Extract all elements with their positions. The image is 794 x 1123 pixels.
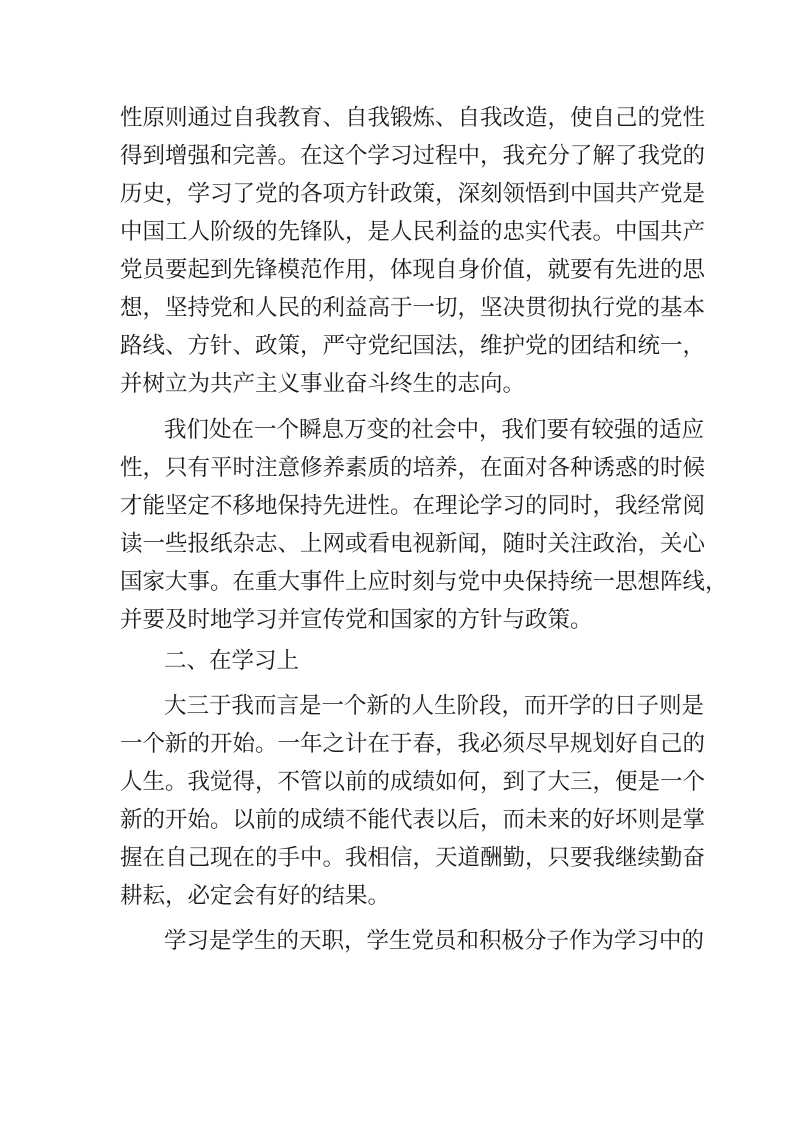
paragraph-first-line: 学习是学生的天职，学生党员和积极分子作为学习中的	[164, 928, 705, 954]
text-line: 读一些报纸杂志、上网或看电视新闻，随时关注政治，关心	[120, 531, 706, 557]
text-line: 新的开始。以前的成绩不能代表以后，而未来的好坏则是掌	[120, 807, 706, 833]
text-line: 历史，学习了党的各项方针政策，深刻领悟到中国共产党是	[120, 181, 706, 207]
text-line: 中国工人阶级的先锋队，是人民利益的忠实代表。中国共产	[120, 219, 706, 245]
text-line: 并要及时地学习并宣传党和国家的方针与政策。	[120, 607, 593, 633]
text-line: 得到增强和完善。在这个学习过程中，我充分了解了我党的	[120, 143, 706, 169]
text-line: 一个新的开始。一年之计在于春，我必须尽早规划好自己的	[120, 731, 706, 757]
text-line: 想，坚持党和人民的利益高于一切，坚决贯彻执行党的基本	[120, 295, 706, 321]
text-line: 握在自己现在的手中。我相信，天道酬勤，只要我继续勤奋	[120, 845, 706, 871]
text-line: 人生。我觉得，不管以前的成绩如何，到了大三，便是一个	[120, 769, 706, 795]
text-line: 性，只有平时注意修养素质的培养，在面对各种诱惑的时候	[120, 455, 706, 481]
text-line: 性原则通过自我教育、自我锻炼、自我改造，使自己的党性	[120, 105, 706, 131]
text-line: 路线、方针、政策，严守党纪国法，维护党的团结和统一，	[120, 333, 706, 359]
paragraph-first-line: 我们处在一个瞬息万变的社会中，我们要有较强的适应	[164, 417, 705, 443]
text-line: 耕耘，必定会有好的结果。	[120, 883, 391, 909]
text-line: 并树立为共产主义事业奋斗终生的志向。	[120, 371, 526, 397]
paragraph-first-line: 大三于我而言是一个新的人生阶段，而开学的日子则是	[164, 693, 705, 719]
section-heading: 二、在学习上	[164, 648, 300, 674]
text-line: 国家大事。在重大事件上应时刻与党中央保持统一思想阵线，	[120, 569, 728, 595]
text-line: 党员要起到先锋模范作用，体现自身价值，就要有先进的思	[120, 257, 706, 283]
text-line: 才能坚定不移地保持先进性。在理论学习的同时，我经常阅	[120, 493, 706, 519]
